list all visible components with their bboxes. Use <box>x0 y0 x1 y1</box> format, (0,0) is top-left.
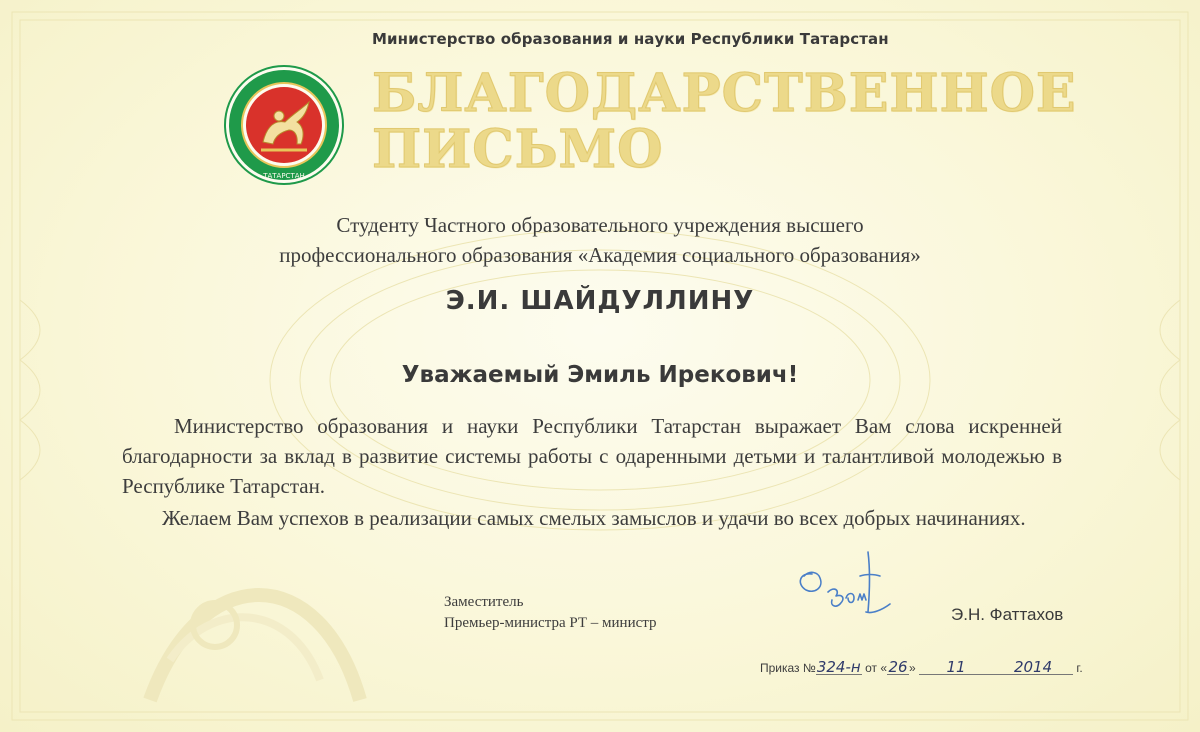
recipient-line-1: Студенту Частного образовательного учреждения высшего <box>336 213 864 237</box>
signatory-position <box>444 592 657 634</box>
order-quote-close: » <box>909 661 916 675</box>
paragraph-gratitude: Министерство образования и науки Республики Татарстан выражает Вам слова искренней благодарности за вклад в развитие системы работы с одаренными детьми и талантливой молодежью в Республике Татарстан. <box>122 414 1062 498</box>
handwritten-signature-icon <box>790 548 900 623</box>
order-prefix: Приказ № <box>760 661 816 675</box>
order-year: 2014 <box>993 660 1073 675</box>
title-line-2: ПИСЬМО <box>372 119 664 180</box>
recipient-line-2: профессионального образования «Академия социального образования» <box>279 243 921 267</box>
tatarstan-emblem-icon <box>223 64 345 186</box>
order-suffix: г. <box>1076 661 1083 675</box>
recipient-institution <box>90 210 1110 270</box>
paragraph-wishes: Желаем Вам успехов в реализации самых смелых замыслов и удачи во всех добрых начинаниях. <box>162 506 1026 530</box>
order-reference <box>760 660 1083 675</box>
order-number: 324-н <box>816 658 861 676</box>
title-line-1: БЛАГОДАРСТВЕННОЕ <box>372 63 1077 124</box>
order-from: от « <box>865 661 888 675</box>
order-day: 26 <box>888 658 908 676</box>
ministry-heading: Министерство образования и науки Республики Татарстан <box>372 30 889 48</box>
position-line-2: Премьер-министра РТ – министр <box>444 615 657 631</box>
recipient-name: Э.И. ШАЙДУЛЛИНУ <box>445 286 755 316</box>
signatory-name: Э.Н. Фаттахов <box>951 605 1064 624</box>
position-line-1: Заместитель <box>444 594 524 610</box>
document-title <box>372 63 1077 180</box>
greeting: Уважаемый Эмиль Ирекович! <box>401 362 799 388</box>
svg-text:ТАТАРСТАН: ТАТАРСТАН <box>263 172 305 180</box>
order-month: 11 <box>919 660 993 675</box>
